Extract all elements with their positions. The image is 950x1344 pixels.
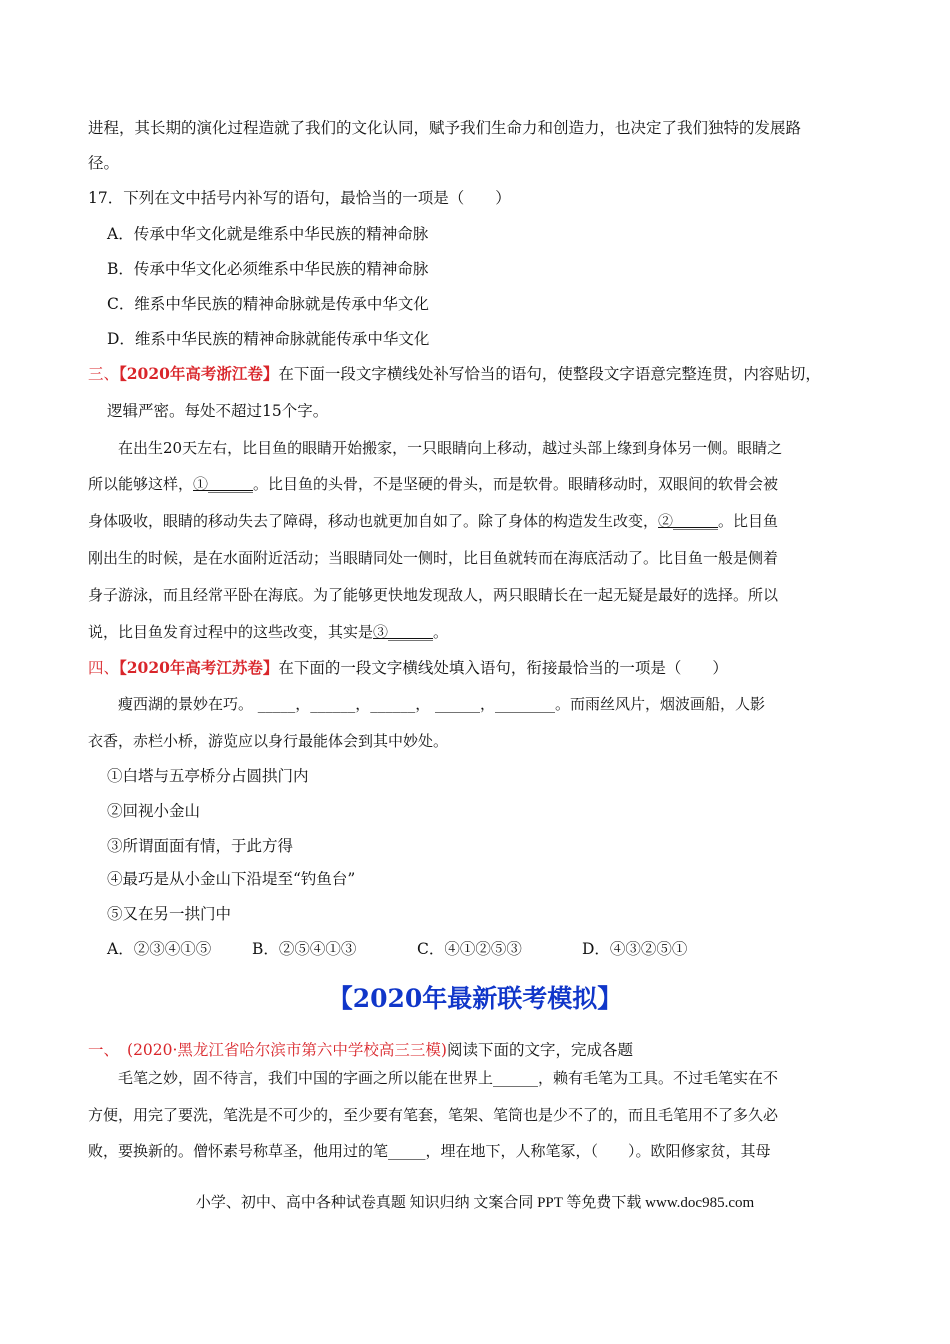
passage-line: 身子游泳，而且经常平卧在海底。为了能够更快地发现敌人，两只眼睛长在一起无疑是最好的选择。所以 xyxy=(88,586,779,604)
blank-3: ③______ xyxy=(373,623,434,641)
text: 身体吸收，眼睛的移动失去了障碍，移动也就更加自如了。除了身体的构造发生改变， xyxy=(88,512,659,530)
text: 所以能够这样， xyxy=(88,475,194,493)
option-d: D．维系中华民族的精神命脉就能传承中华文化 xyxy=(107,330,430,348)
list-item: ②回视小金山 xyxy=(107,802,201,820)
option-c: C．维系中华民族的精神命脉就是传承中华文化 xyxy=(107,295,429,313)
blank-1: ①______ xyxy=(193,475,254,493)
section-1-heading xyxy=(88,1040,633,1060)
option-a: A．传承中华文化就是维系中华民族的精神命脉 xyxy=(107,225,429,243)
section-prompt: 在下面的一段文字横线处填入语句，衔接最恰当的一项是（ ） xyxy=(278,659,728,677)
passage-line: 刚出生的时候，是在水面附近活动；当眼睛同处一侧时，比目鱼就转而在海底活动了。比目鱼一般是侧着 xyxy=(88,549,779,567)
choice-c: C．④①②⑤③ xyxy=(417,940,522,958)
passage-line: 在出生20天左右，比目鱼的眼睛开始搬家，一只眼睛向上移动，越过头部上缘到身体另一侧。眼睛之 xyxy=(118,439,783,457)
question-17-stem: 17．下列在文中括号内补写的语句，最恰当的一项是（ ） xyxy=(88,189,511,207)
exam-source: 【2020年高考江苏卷】 xyxy=(119,658,279,677)
section-prompt: 阅读下面的文字，完成各题 xyxy=(447,1041,634,1059)
passage-line: 败，要换新的。僧怀素号称草圣，他用过的笔_____，埋在地下，人称笔冢，（ ）。欧阳修家贫，其母 xyxy=(88,1142,771,1160)
text: 。比目鱼 xyxy=(718,512,779,530)
section-number: 四、 xyxy=(88,659,120,677)
exam-source: 【2020年高考浙江卷】 xyxy=(119,364,279,383)
list-item: ③所谓面面有情，于此方得 xyxy=(107,837,294,855)
passage-line xyxy=(88,622,448,642)
section-number: 一、 xyxy=(88,1041,120,1059)
choice-a: A．②③④①⑤ xyxy=(107,940,212,958)
passage-line xyxy=(88,474,778,494)
answer-choices xyxy=(107,939,687,959)
section-prompt-cont: 逻辑严密。每处不超过15个字。 xyxy=(107,402,329,420)
text: 。比目鱼的头骨，不是坚硬的骨头，而是软骨。眼睛移动时，双眼间的软骨会被 xyxy=(253,475,779,493)
text: 说，比目鱼发育过程中的这些改变，其实是 xyxy=(88,623,374,641)
passage-line: 瘦西湖的景妙在巧。 _____，______，______， ______，________。而雨丝风片，烟波画船，人影 xyxy=(118,695,766,713)
section-3-heading xyxy=(88,364,821,384)
passage-line: 进程，其长期的演化过程造就了我们的文化认同，赋予我们生命力和创造力，也决定了我们独特的发展路 xyxy=(88,119,802,137)
list-item: ①白塔与五亭桥分占圆拱门内 xyxy=(107,767,309,785)
section-4-heading xyxy=(88,658,728,678)
passage-line: 方便，用完了要洗，笔洗是不可少的，至少要有笔套，笔架、笔筒也是少不了的，而且毛笔用不了多久必 xyxy=(88,1106,779,1124)
page-footer: 小学、初中、高中各种试卷真题 知识归纳 文案合同 PPT 等免费下载 www.doc985.com xyxy=(195,1195,755,1211)
choice-d: D．④③②⑤① xyxy=(582,940,688,958)
passage-line: 衣香，赤栏小桥，游览应以身行最能体会到其中妙处。 xyxy=(88,732,449,750)
blank-2: ②______ xyxy=(658,512,719,530)
passage-line: 径。 xyxy=(88,154,120,172)
list-item: ⑤又在另一拱门中 xyxy=(107,905,232,923)
mock-exam-title: 【2020年最新联考模拟】 xyxy=(327,984,623,1013)
choice-b: B．②⑤④①③ xyxy=(252,940,357,958)
list-item: ④最巧是从小金山下沿堤至“钓鱼台” xyxy=(107,870,356,888)
section-prompt: 在下面一段文字横线处补写恰当的语句，使整段文字语意完整连贯，内容贴切， xyxy=(278,365,821,383)
text: 。 xyxy=(433,623,449,641)
passage-line xyxy=(88,511,778,531)
passage-line: 毛笔之妙，固不待言，我们中国的字画之所以能在世界上______，赖有毛笔为工具。不过毛笔实在不 xyxy=(118,1069,779,1087)
exam-source: (2020·黑龙江省哈尔滨市第六中学校高三三模) xyxy=(127,1041,447,1059)
section-number: 三、 xyxy=(88,365,120,383)
option-b: B．传承中华文化必须维系中华民族的精神命脉 xyxy=(107,260,429,278)
